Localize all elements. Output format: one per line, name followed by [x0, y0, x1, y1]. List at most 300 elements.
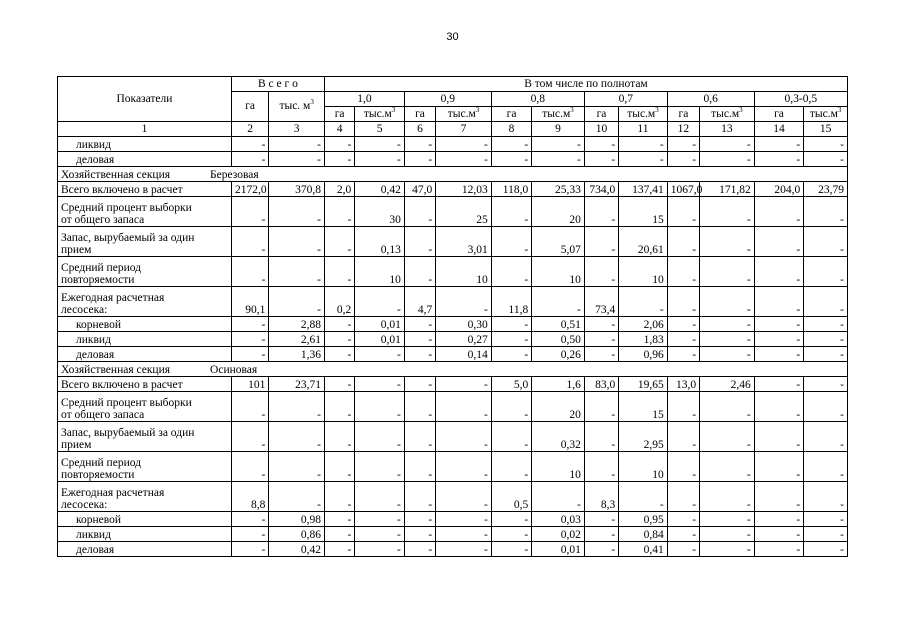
table-cell: -: [491, 332, 531, 347]
table-cell: -: [584, 197, 618, 227]
header-unit-m3: $тыс.м^3$: [804, 107, 848, 122]
header-unit-m3: $тыс.м^3$: [436, 107, 492, 122]
row-label: деловая: [58, 542, 232, 557]
table-cell: -: [667, 197, 699, 227]
table-cell: -: [700, 422, 755, 452]
header-unit-ha: га: [491, 107, 531, 122]
table-cell: -: [584, 152, 618, 167]
table-cell: -: [532, 287, 585, 317]
header-unit-m3: $тыс.м^3$: [619, 107, 668, 122]
table-cell: -: [491, 527, 531, 542]
table-cell: 11,8: [491, 287, 531, 317]
table-cell: -: [754, 512, 804, 527]
header-unit-m3: $тыс.м^3$: [700, 107, 755, 122]
table-cell: 1,36: [269, 347, 325, 362]
table-cell: -: [269, 392, 325, 422]
table-cell: -: [700, 317, 755, 332]
table-cell: -: [269, 257, 325, 287]
table-cell: -: [700, 287, 755, 317]
table-cell: -: [754, 422, 804, 452]
table-cell: -: [324, 482, 354, 512]
table-cell: -: [324, 332, 354, 347]
table-cell: -: [324, 227, 354, 257]
table-cell: -: [700, 227, 755, 257]
column-number: 9: [532, 122, 585, 137]
column-number: 11: [619, 122, 668, 137]
table-cell: -: [667, 452, 699, 482]
table-cell: -: [231, 152, 268, 167]
column-number: 3: [269, 122, 325, 137]
table-cell: -: [667, 527, 699, 542]
table-cell: -: [584, 257, 618, 287]
table-cell: -: [700, 257, 755, 287]
table-cell: 1067,0: [667, 182, 699, 197]
column-number: 13: [700, 122, 755, 137]
header-unit-ha: га: [667, 107, 699, 122]
table-cell: 73,4: [584, 287, 618, 317]
table-row: [58, 452, 848, 482]
table-cell: -: [619, 287, 668, 317]
table-cell: -: [269, 452, 325, 482]
table-cell: -: [324, 512, 354, 527]
header-total: В с е г о: [231, 77, 324, 92]
table-cell: 2,95: [619, 422, 668, 452]
table-cell: -: [804, 257, 848, 287]
table-cell: -: [324, 542, 354, 557]
table-cell: -: [324, 197, 354, 227]
table-cell: -: [436, 512, 492, 527]
table-cell: -: [754, 317, 804, 332]
table-cell: -: [754, 377, 804, 392]
table-cell: -: [754, 152, 804, 167]
table-cell: 19,65: [619, 377, 668, 392]
table-cell: -: [269, 152, 325, 167]
table-cell: -: [324, 317, 354, 332]
table-cell: 0,41: [619, 542, 668, 557]
table-cell: -: [804, 392, 848, 422]
header-unit-ha: га: [584, 107, 618, 122]
table-cell: 1,83: [619, 332, 668, 347]
table-cell: 20: [532, 392, 585, 422]
header-unit-ha: га: [404, 107, 435, 122]
table-cell: 90,1: [231, 287, 268, 317]
row-label: Всего включено в расчет: [58, 377, 232, 392]
table-cell: 10: [619, 257, 668, 287]
table-cell: 25: [436, 197, 492, 227]
table-row: [58, 137, 848, 152]
table-cell: 0,42: [355, 182, 405, 197]
table-cell: 0,98: [269, 512, 325, 527]
table-cell: 2,61: [269, 332, 325, 347]
table-row: [58, 287, 848, 317]
table-cell: -: [404, 227, 435, 257]
row-label: Запас, вырубаемый за один прием: [58, 227, 232, 257]
table-cell: 370,8: [269, 182, 325, 197]
table-cell: -: [404, 332, 435, 347]
table-cell: -: [584, 137, 618, 152]
table-cell: 15: [619, 197, 668, 227]
table-cell: -: [404, 482, 435, 512]
table-cell: 734,0: [584, 182, 618, 197]
table-cell: -: [355, 347, 405, 362]
row-label: ликвид: [58, 527, 232, 542]
table-cell: -: [355, 452, 405, 482]
section-name: Осиновая: [210, 363, 258, 376]
section-header-row: [58, 362, 848, 377]
table-cell: -: [404, 137, 435, 152]
table-cell: -: [804, 227, 848, 257]
table-cell: -: [491, 227, 531, 257]
table-cell: -: [231, 137, 268, 152]
table-cell: -: [324, 527, 354, 542]
table-cell: -: [231, 347, 268, 362]
table-cell: -: [324, 422, 354, 452]
table-cell: -: [804, 287, 848, 317]
table-cell: -: [532, 482, 585, 512]
table-cell: -: [804, 377, 848, 392]
table-row: [58, 527, 848, 542]
table-cell: -: [804, 332, 848, 347]
table-cell: 0,13: [355, 227, 405, 257]
table-cell: -: [700, 527, 755, 542]
table-cell: -: [324, 137, 354, 152]
table-cell: -: [231, 392, 268, 422]
table-cell: -: [754, 482, 804, 512]
table-cell: 0,51: [532, 317, 585, 332]
table-cell: -: [667, 152, 699, 167]
table-cell: 10: [355, 257, 405, 287]
table-cell: -: [754, 527, 804, 542]
table-cell: 23,71: [269, 377, 325, 392]
table-cell: -: [700, 512, 755, 527]
table-cell: -: [754, 257, 804, 287]
table-cell: -: [754, 227, 804, 257]
table-cell: -: [231, 422, 268, 452]
table-cell: 0,26: [532, 347, 585, 362]
table-cell: -: [804, 137, 848, 152]
table-cell: -: [667, 347, 699, 362]
table-cell: -: [491, 197, 531, 227]
table-cell: -: [584, 227, 618, 257]
table-cell: -: [404, 542, 435, 557]
header-density-5: 0,6: [667, 92, 754, 107]
column-number: 1: [58, 122, 232, 137]
table-cell: -: [355, 527, 405, 542]
table-cell: -: [491, 542, 531, 557]
table-row: [58, 257, 848, 287]
table-cell: -: [754, 392, 804, 422]
table-cell: -: [269, 422, 325, 452]
table-cell: -: [355, 542, 405, 557]
table-cell: -: [584, 347, 618, 362]
column-number: 4: [324, 122, 354, 137]
table-cell: 2,88: [269, 317, 325, 332]
forest-indicators-table: [57, 76, 848, 557]
column-number: 15: [804, 122, 848, 137]
table-cell: -: [231, 542, 268, 557]
column-number: 12: [667, 122, 699, 137]
table-cell: -: [269, 197, 325, 227]
table-cell: -: [754, 197, 804, 227]
header-total-ha: га: [231, 92, 268, 122]
section-title: Хозяйственная секция Березовая: [58, 167, 848, 182]
header-density-6: 0,3-0,5: [754, 92, 847, 107]
table-cell: -: [754, 542, 804, 557]
table-cell: -: [584, 512, 618, 527]
table-cell: -: [404, 347, 435, 362]
table-cell: -: [804, 197, 848, 227]
table-cell: -: [355, 287, 405, 317]
table-cell: 5,0: [491, 377, 531, 392]
table-cell: -: [436, 542, 492, 557]
table-cell: -: [355, 152, 405, 167]
table-cell: 0,50: [532, 332, 585, 347]
table-cell: -: [436, 392, 492, 422]
table-cell: -: [231, 317, 268, 332]
header-density-4: 0,7: [584, 92, 667, 107]
table-cell: 0,96: [619, 347, 668, 362]
table-cell: 20: [532, 197, 585, 227]
table-cell: 10: [532, 257, 585, 287]
page-number: 30: [446, 31, 459, 43]
table-cell: -: [231, 332, 268, 347]
table-cell: 13,0: [667, 377, 699, 392]
table-cell: -: [269, 287, 325, 317]
table-cell: 23,79: [804, 182, 848, 197]
table-cell: -: [355, 482, 405, 512]
table-row: [58, 332, 848, 347]
table-cell: -: [269, 137, 325, 152]
header-unit-ha: га: [324, 107, 354, 122]
table-cell: 4,7: [404, 287, 435, 317]
row-label: Ежегодная расчетная лесосека:: [58, 482, 232, 512]
row-label: Средний процент выборки от общего запаса: [58, 197, 232, 227]
table-cell: 0,03: [532, 512, 585, 527]
table-cell: -: [667, 512, 699, 527]
table-cell: -: [404, 197, 435, 227]
table-row: [58, 347, 848, 362]
table-cell: -: [754, 452, 804, 482]
table-cell: -: [700, 452, 755, 482]
table-cell: -: [667, 227, 699, 257]
table-cell: 47,0: [404, 182, 435, 197]
table-cell: 5,07: [532, 227, 585, 257]
table-cell: 0,02: [532, 527, 585, 542]
table-cell: -: [491, 257, 531, 287]
table-cell: -: [700, 347, 755, 362]
row-label: Запас, вырубаемый за один прием: [58, 422, 232, 452]
header-by-density: В том числе по полнотам: [324, 77, 847, 92]
table-cell: -: [667, 392, 699, 422]
table-cell: -: [324, 347, 354, 362]
table-row: [58, 392, 848, 422]
table-row: [58, 317, 848, 332]
column-number: 10: [584, 122, 618, 137]
table-cell: -: [231, 227, 268, 257]
table-cell: -: [754, 347, 804, 362]
table-cell: -: [491, 152, 531, 167]
table-cell: -: [324, 392, 354, 422]
total-row: [58, 182, 848, 197]
table-cell: 25,33: [532, 182, 585, 197]
table-cell: 171,82: [700, 182, 755, 197]
table-row: [58, 422, 848, 452]
table-cell: -: [700, 332, 755, 347]
table-cell: 0,30: [436, 317, 492, 332]
table-row: [58, 152, 848, 167]
column-number: 8: [491, 122, 531, 137]
table-cell: -: [619, 482, 668, 512]
row-label: Ежегодная расчетная лесосека:: [58, 287, 232, 317]
table-cell: 83,0: [584, 377, 618, 392]
table-cell: -: [667, 257, 699, 287]
table-cell: -: [436, 482, 492, 512]
table-cell: 0,5: [491, 482, 531, 512]
table-cell: 2,06: [619, 317, 668, 332]
table-cell: -: [355, 512, 405, 527]
table-cell: -: [355, 377, 405, 392]
table-cell: -: [355, 137, 405, 152]
table-cell: 10: [436, 257, 492, 287]
table-cell: 15: [619, 392, 668, 422]
column-number: 14: [754, 122, 804, 137]
table-row: [58, 227, 848, 257]
table-cell: -: [436, 152, 492, 167]
table-cell: -: [404, 512, 435, 527]
table-cell: -: [667, 332, 699, 347]
table-cell: -: [754, 137, 804, 152]
header-density-1: 1,0: [324, 92, 404, 107]
table-cell: 0,84: [619, 527, 668, 542]
table-cell: -: [324, 377, 354, 392]
table-cell: 0,01: [532, 542, 585, 557]
table-cell: -: [584, 527, 618, 542]
table-cell: -: [436, 377, 492, 392]
table-row: [58, 512, 848, 527]
table-cell: 0,01: [355, 317, 405, 332]
table-cell: -: [584, 317, 618, 332]
table-cell: -: [532, 137, 585, 152]
table-cell: -: [804, 452, 848, 482]
table-cell: -: [231, 452, 268, 482]
table-cell: -: [754, 287, 804, 317]
table-cell: -: [491, 512, 531, 527]
row-label: деловая: [58, 152, 232, 167]
table-cell: -: [754, 332, 804, 347]
table-cell: -: [355, 392, 405, 422]
section-header-row: [58, 167, 848, 182]
table-cell: -: [667, 317, 699, 332]
row-label: корневой: [58, 512, 232, 527]
table-cell: -: [700, 482, 755, 512]
table-cell: -: [700, 137, 755, 152]
table-cell: -: [491, 347, 531, 362]
row-label: ликвид: [58, 137, 232, 152]
table-cell: -: [436, 137, 492, 152]
table-cell: -: [804, 527, 848, 542]
table-cell: 0,95: [619, 512, 668, 527]
table-cell: -: [491, 317, 531, 332]
section-title: Хозяйственная секция Осиновая: [58, 362, 848, 377]
header-density-3: 0,8: [491, 92, 584, 107]
table-cell: 10: [619, 452, 668, 482]
table-cell: -: [700, 392, 755, 422]
table-cell: -: [804, 347, 848, 362]
table-cell: -: [804, 542, 848, 557]
column-number: 7: [436, 122, 492, 137]
table-cell: -: [491, 422, 531, 452]
row-label: Средний процент выборки от общего запаса: [58, 392, 232, 422]
table-cell: -: [436, 422, 492, 452]
table-cell: -: [700, 542, 755, 557]
table-cell: -: [269, 482, 325, 512]
table-cell: -: [324, 152, 354, 167]
table-cell: 204,0: [754, 182, 804, 197]
table-row: [58, 542, 848, 557]
table-cell: 0,2: [324, 287, 354, 317]
table-cell: -: [667, 287, 699, 317]
total-row: [58, 377, 848, 392]
table-cell: -: [491, 137, 531, 152]
table-cell: -: [231, 527, 268, 542]
table-cell: -: [404, 152, 435, 167]
table-cell: 8,8: [231, 482, 268, 512]
table-cell: 8,3: [584, 482, 618, 512]
table-cell: -: [804, 512, 848, 527]
table-cell: 1,6: [532, 377, 585, 392]
table-cell: 10: [532, 452, 585, 482]
table-cell: -: [491, 392, 531, 422]
table-cell: -: [269, 227, 325, 257]
table-cell: -: [584, 452, 618, 482]
table-cell: -: [619, 152, 668, 167]
table-cell: -: [324, 452, 354, 482]
table-cell: 118,0: [491, 182, 531, 197]
table-cell: 12,03: [436, 182, 492, 197]
table-cell: 0,42: [269, 542, 325, 557]
table-cell: -: [324, 257, 354, 287]
table-cell: -: [667, 542, 699, 557]
table-cell: -: [804, 482, 848, 512]
table-cell: -: [404, 452, 435, 482]
table-cell: -: [436, 287, 492, 317]
row-label: ликвид: [58, 332, 232, 347]
table-cell: -: [231, 512, 268, 527]
table-cell: -: [804, 317, 848, 332]
header-unit-m3: $тыс.м^3$: [532, 107, 585, 122]
table-cell: -: [667, 137, 699, 152]
table-cell: -: [436, 527, 492, 542]
table-cell: -: [804, 422, 848, 452]
table-cell: 2172,0: [231, 182, 268, 197]
table-cell: -: [404, 377, 435, 392]
table-cell: -: [404, 392, 435, 422]
column-number: 6: [404, 122, 435, 137]
section-name: Березовая: [210, 168, 259, 181]
table-cell: 101: [231, 377, 268, 392]
table-cell: 0,01: [355, 332, 405, 347]
table-cell: 3,01: [436, 227, 492, 257]
row-label: Всего включено в расчет: [58, 182, 232, 197]
table-cell: 0,27: [436, 332, 492, 347]
column-number: 2: [231, 122, 268, 137]
table-cell: -: [804, 152, 848, 167]
table-cell: 2,0: [324, 182, 354, 197]
table-cell: -: [491, 452, 531, 482]
header-indicators: Показатели: [58, 77, 232, 122]
table-cell: 0,32: [532, 422, 585, 452]
table-cell: -: [584, 392, 618, 422]
